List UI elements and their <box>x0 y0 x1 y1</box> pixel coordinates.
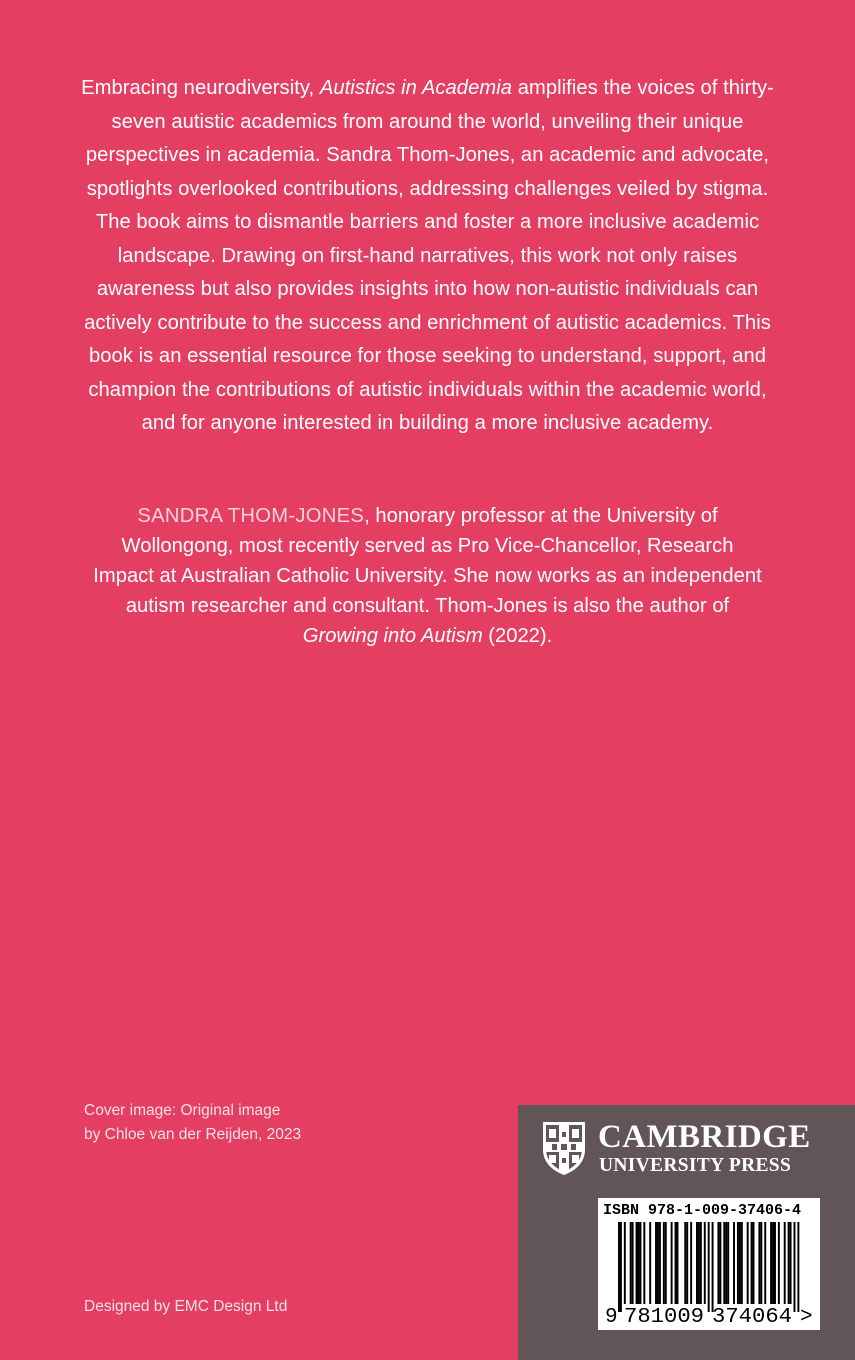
barcode-bar <box>725 1222 727 1304</box>
barcode-bar <box>663 1222 665 1304</box>
barcode-bar <box>764 1222 766 1304</box>
barcode-bar <box>739 1222 741 1304</box>
book-title: Autistics in Academia <box>319 77 513 99</box>
barcode-bar <box>719 1222 721 1304</box>
barcode-bar <box>733 1222 735 1304</box>
barcode-bar <box>747 1222 749 1304</box>
barcode-bar <box>723 1222 725 1304</box>
blurb-intro: Embracing neurodiversity, <box>81 77 320 99</box>
cover-credit-line-1: Cover image: Original image <box>84 1102 281 1119</box>
other-book-title: Growing into Autism <box>302 625 483 647</box>
barcode-bar <box>708 1222 710 1312</box>
barcode-bar <box>696 1222 698 1304</box>
barcode-bar <box>659 1222 661 1304</box>
barcode-bar <box>620 1222 622 1312</box>
barcode-bar <box>639 1222 641 1304</box>
cover-image-credit <box>84 1099 301 1147</box>
barcode-bar <box>649 1222 651 1304</box>
barcode-bar <box>797 1222 799 1312</box>
barcode-bar <box>657 1222 659 1304</box>
author-name: SANDRA THOM-JONES <box>137 505 365 527</box>
barcode-right-group: 374064 <box>712 1306 792 1327</box>
barcode-bar <box>772 1222 774 1304</box>
publisher-subname: UNIVERSITY PRESS <box>599 1155 792 1176</box>
barcode-bar <box>686 1222 688 1304</box>
barcode-bar <box>624 1222 626 1304</box>
barcode-quiet-zone-marker: > <box>800 1306 813 1327</box>
publisher-logo <box>540 1117 830 1179</box>
barcode-bar <box>784 1222 786 1304</box>
barcode-bar <box>655 1222 657 1304</box>
barcode-bar <box>698 1222 700 1304</box>
barcode-bar <box>717 1222 719 1304</box>
barcode-bar <box>618 1222 620 1312</box>
barcode-bar <box>770 1222 772 1304</box>
university-crest-icon <box>540 1119 588 1177</box>
publisher-panel <box>518 1105 855 1360</box>
barcode-bar <box>758 1222 760 1304</box>
author-bio <box>90 501 765 651</box>
barcode-bar <box>712 1222 714 1312</box>
barcode-bar <box>700 1222 702 1304</box>
blurb-text: amplifies the voices of thirty-seven autistic academics from around the world, unveiling their unique perspectives in academia. Sandra Thom-Jones, an academic and advocate, spotlights overlooked contributions, addressing challenges veiled by stigma. The book aims to dismantle barriers and foster a more inclusive academic landscape. Drawing on first-hand narratives, this work not only raises awareness but also provides insights into how non-autistic individuals can actively contribute to the success and enrichment of autistic academics. This book is an essential resource for those seeking to understand, support, and champion the contributions of autistic individuals within the academic world, and for anyone interested in building a more inclusive academy. <box>84 77 774 434</box>
isbn-label: ISBN 978-1-009-37406-4 <box>603 1202 802 1219</box>
barcode-bar <box>630 1222 632 1304</box>
barcode-bar <box>636 1222 638 1304</box>
barcode-left-group: 781009 <box>624 1306 704 1327</box>
barcode-bar <box>665 1222 667 1304</box>
barcode-bar <box>788 1222 790 1304</box>
back-cover-blurb <box>80 72 775 441</box>
barcode-bar <box>638 1222 640 1304</box>
barcode-bar <box>774 1222 776 1304</box>
bio-text: , honorary professor at the University of Wollongong, most recently served as Pro Vice-Chancellor, Research Impact at Australian Catholic University. She now works as an independent autism researcher and consultant. Thom-Jones is also the author of <box>93 505 762 617</box>
barcode-digits <box>598 1303 820 1327</box>
designer-credit: Designed by EMC Design Ltd <box>84 1298 288 1315</box>
cover-credit-line-2: by Chloe van der Reijden, 2023 <box>84 1126 302 1143</box>
barcode-bar <box>643 1222 645 1304</box>
barcode-bar <box>690 1222 692 1304</box>
barcode-bar <box>760 1222 762 1304</box>
barcode-bar <box>778 1222 780 1304</box>
barcode-bar <box>704 1222 706 1304</box>
barcode-bar <box>790 1222 792 1304</box>
publisher-name: CAMBRIDGE <box>598 1119 811 1155</box>
barcode-lead-digit: 9 <box>605 1306 618 1327</box>
barcode-bar <box>794 1222 796 1312</box>
barcode-bar <box>741 1222 743 1304</box>
barcode-bar <box>671 1222 673 1304</box>
other-book-year: (2022). <box>482 625 553 647</box>
barcode-bar <box>751 1222 753 1304</box>
barcode-bar <box>737 1222 739 1304</box>
barcode-bar <box>684 1222 686 1304</box>
barcode-bar <box>677 1222 679 1304</box>
barcode-bar <box>727 1222 729 1304</box>
isbn-barcode <box>598 1198 820 1330</box>
barcode-bar <box>675 1222 677 1304</box>
barcode-bar <box>632 1222 634 1304</box>
barcode-bar <box>753 1222 755 1304</box>
